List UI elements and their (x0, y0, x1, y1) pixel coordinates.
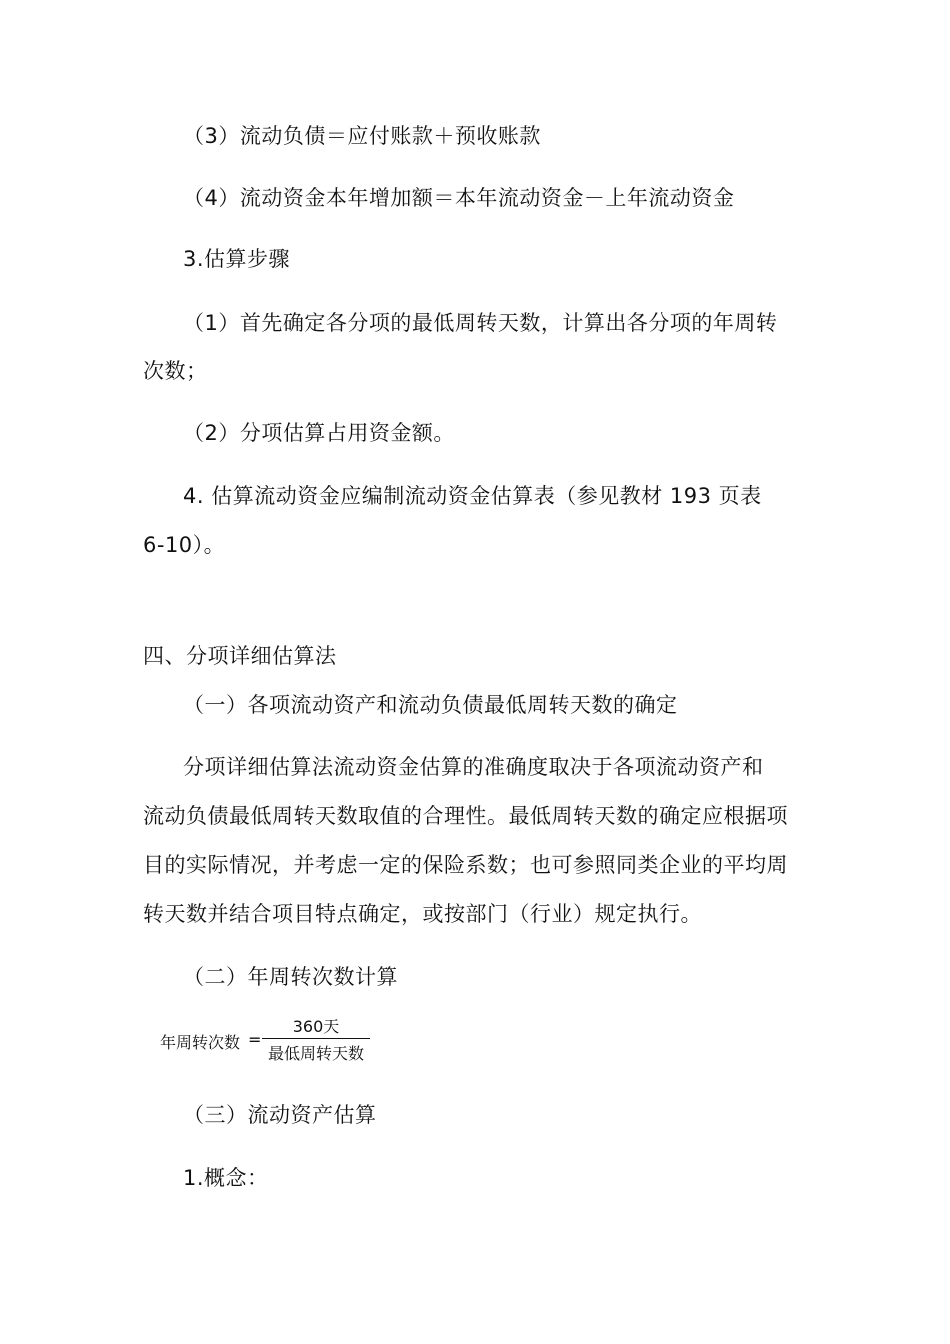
item-4-text-continued: 6-10）。 (143, 533, 226, 557)
paragraph-line-4: 转天数并结合项目特点确定，或按部门（行业）规定执行。 (143, 902, 702, 926)
step-1-text: （1）首先确定各分项的最低周转天数，计算出各分项的年周转 (183, 311, 778, 335)
paragraph-line-3: 目的实际情况，并考虑一定的保险系数；也可参照同类企业的平均周 (143, 853, 788, 877)
turnover-formula (160, 1014, 420, 1066)
paragraph-line-2: 流动负债最低周转天数取值的合理性。最低周转天数的确定应根据项 (143, 804, 788, 828)
step-1-text-continued: 次数； (143, 359, 208, 383)
heading-estimation-steps: 3.估算步骤 (183, 247, 291, 271)
item-4-text: 4. 估算流动资金应编制流动资金估算表（参见教材 193 页表 (183, 484, 762, 508)
step-2-text: （2）分项估算占用资金额。 (183, 421, 455, 445)
concept-heading: 1.概念： (183, 1166, 269, 1190)
item-working-capital-increase: （4）流动资金本年增加额＝本年流动资金－上年流动资金 (183, 186, 735, 210)
formula-equals: = (248, 1030, 262, 1049)
fraction-bar (262, 1038, 370, 1039)
subsection-heading-3: （三）流动资产估算 (183, 1103, 377, 1127)
section-heading-4: 四、分项详细估算法 (143, 644, 337, 668)
formula-denominator: 最低周转天数 (267, 1044, 364, 1063)
paragraph-line-1: 分项详细估算法流动资金估算的准确度取决于各项流动资产和 (183, 755, 764, 779)
subsection-heading-2: （二）年周转次数计算 (183, 965, 398, 989)
formula-lhs: 年周转次数 (160, 1033, 241, 1052)
subsection-heading-1: （一）各项流动资产和流动负债最低周转天数的确定 (183, 693, 678, 717)
formula-numerator: 360天 (292, 1017, 340, 1036)
item-current-liabilities: （3）流动负债＝应付账款＋预收账款 (183, 124, 541, 148)
